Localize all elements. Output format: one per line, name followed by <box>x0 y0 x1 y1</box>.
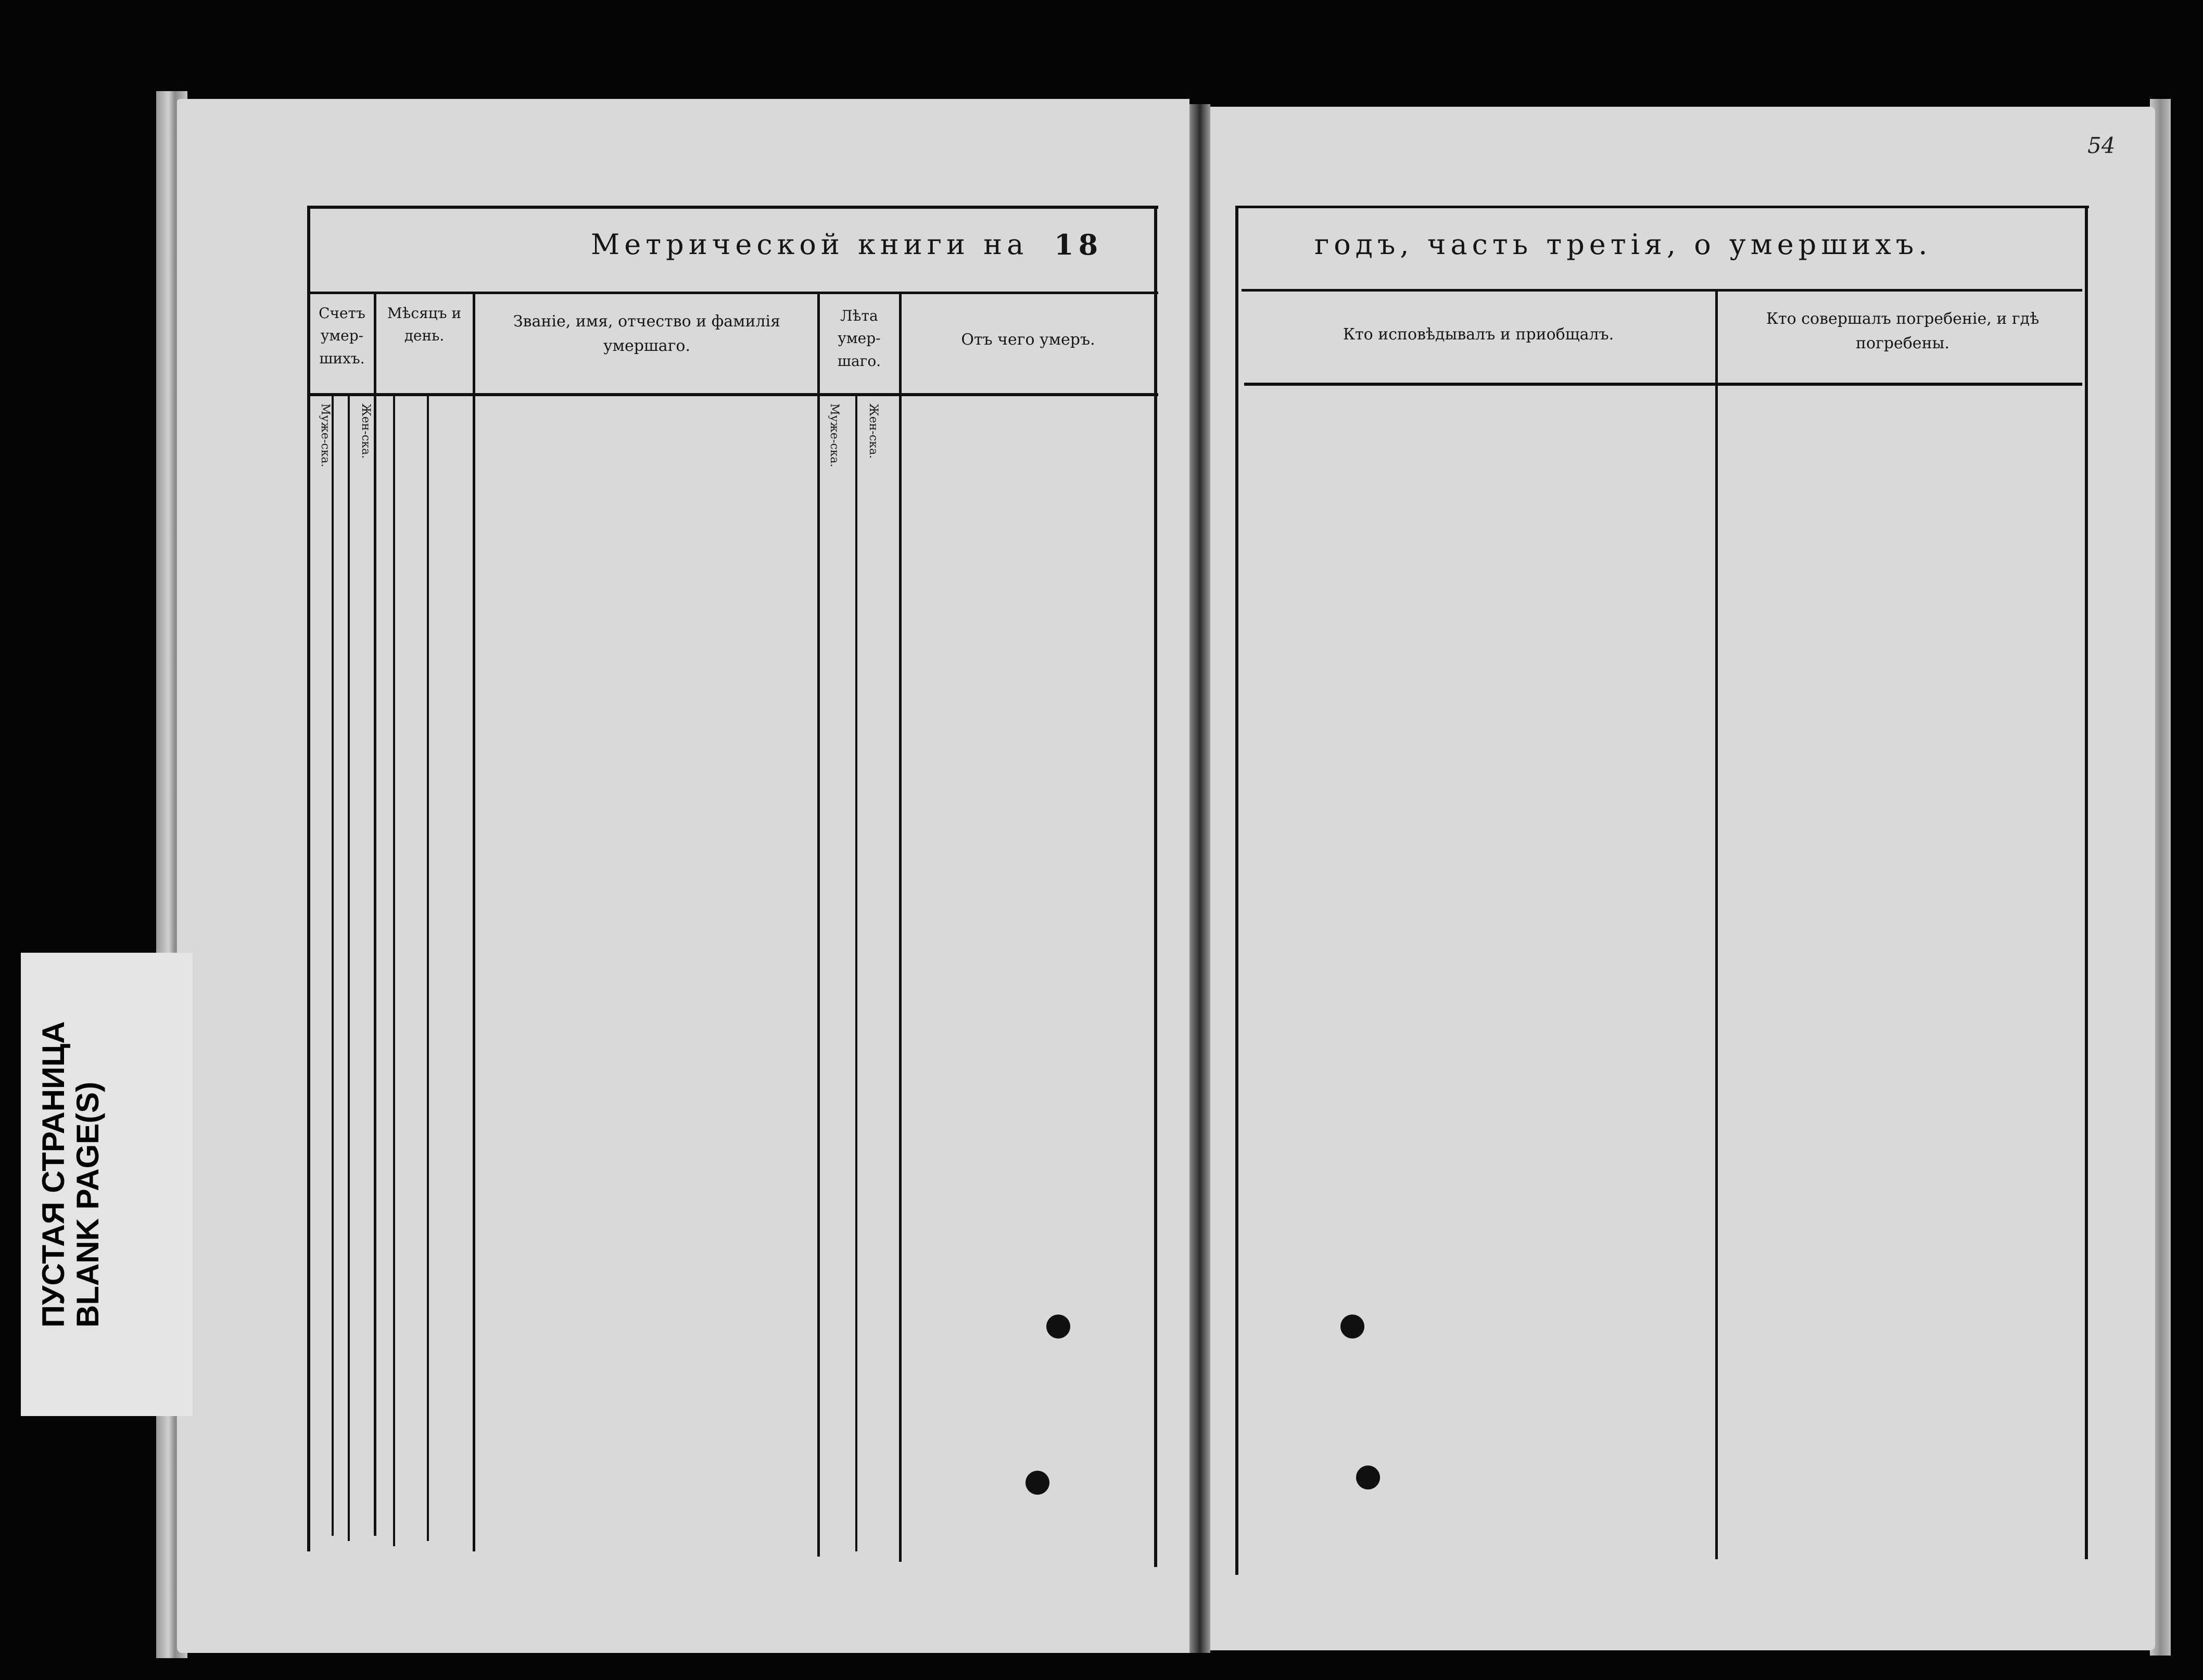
month-divider <box>427 396 429 1541</box>
sub-female-count: Жен-ска. <box>359 403 372 459</box>
left-outer-border <box>307 206 310 1551</box>
binding-hole <box>1340 1315 1364 1338</box>
sub-male-age: Муже-ска. <box>828 403 841 468</box>
header-age: Лѣта умер-шаго. <box>837 307 881 370</box>
left-top-rule <box>310 206 1158 209</box>
right-page-title: годъ, часть третія, о умершихъ. <box>1314 228 1932 261</box>
book-gutter <box>1189 104 1210 1653</box>
header-month-day: Мѣсяцъ и день. <box>387 305 462 345</box>
header-name: Званіе, имя, отчество и фамилія умершаго. <box>513 312 781 355</box>
left-right-border <box>1154 206 1157 1567</box>
binding-hole <box>1046 1315 1070 1338</box>
binding-hole <box>1356 1466 1380 1489</box>
header-cause: Отъ чего умеръ. <box>961 331 1095 349</box>
female-count-divider <box>348 396 350 1541</box>
right-header-top-rule <box>1242 289 2082 292</box>
sub-female-age: Жен-ска. <box>867 403 880 459</box>
right-header-bottom-rule <box>1244 383 2082 386</box>
right-outer-border <box>2085 206 2088 1559</box>
header-confessor: Кто исповѣдывалъ и приобщалъ. <box>1343 325 1614 344</box>
age-divider <box>817 292 820 1557</box>
left-header-bottom-rule <box>310 393 1158 396</box>
sub-male-count: Муже-ска. <box>319 403 332 468</box>
age-subdivider <box>855 396 857 1551</box>
blank-page-stamp-text <box>36 1021 105 1328</box>
male-count-divider <box>332 396 334 1536</box>
stamp-line-ru: ПУСТАЯ СТРАНИЦА <box>36 1021 71 1328</box>
header-burial: Кто совершалъ погребеніе, и гдѣ погребены. <box>1766 310 2040 352</box>
header-count: Счетъ умер-шихъ. <box>319 305 365 367</box>
count-divider <box>374 292 376 1536</box>
right-left-border <box>1235 206 1238 1575</box>
folio-number: 54 <box>2087 133 2116 158</box>
right-top-rule <box>1238 206 2089 208</box>
binding-hole <box>1025 1471 1049 1495</box>
cause-divider <box>899 292 902 1562</box>
month-subdivider <box>393 396 395 1546</box>
year-prefix: 18 <box>1054 228 1103 261</box>
left-page-title: Метрической книги на <box>591 228 1029 261</box>
right-column-divider <box>1715 289 1718 1559</box>
name-divider <box>473 292 475 1551</box>
stamp-line-en: BLANK PAGE(S) <box>70 1081 105 1328</box>
left-header-top-rule <box>310 292 1158 294</box>
